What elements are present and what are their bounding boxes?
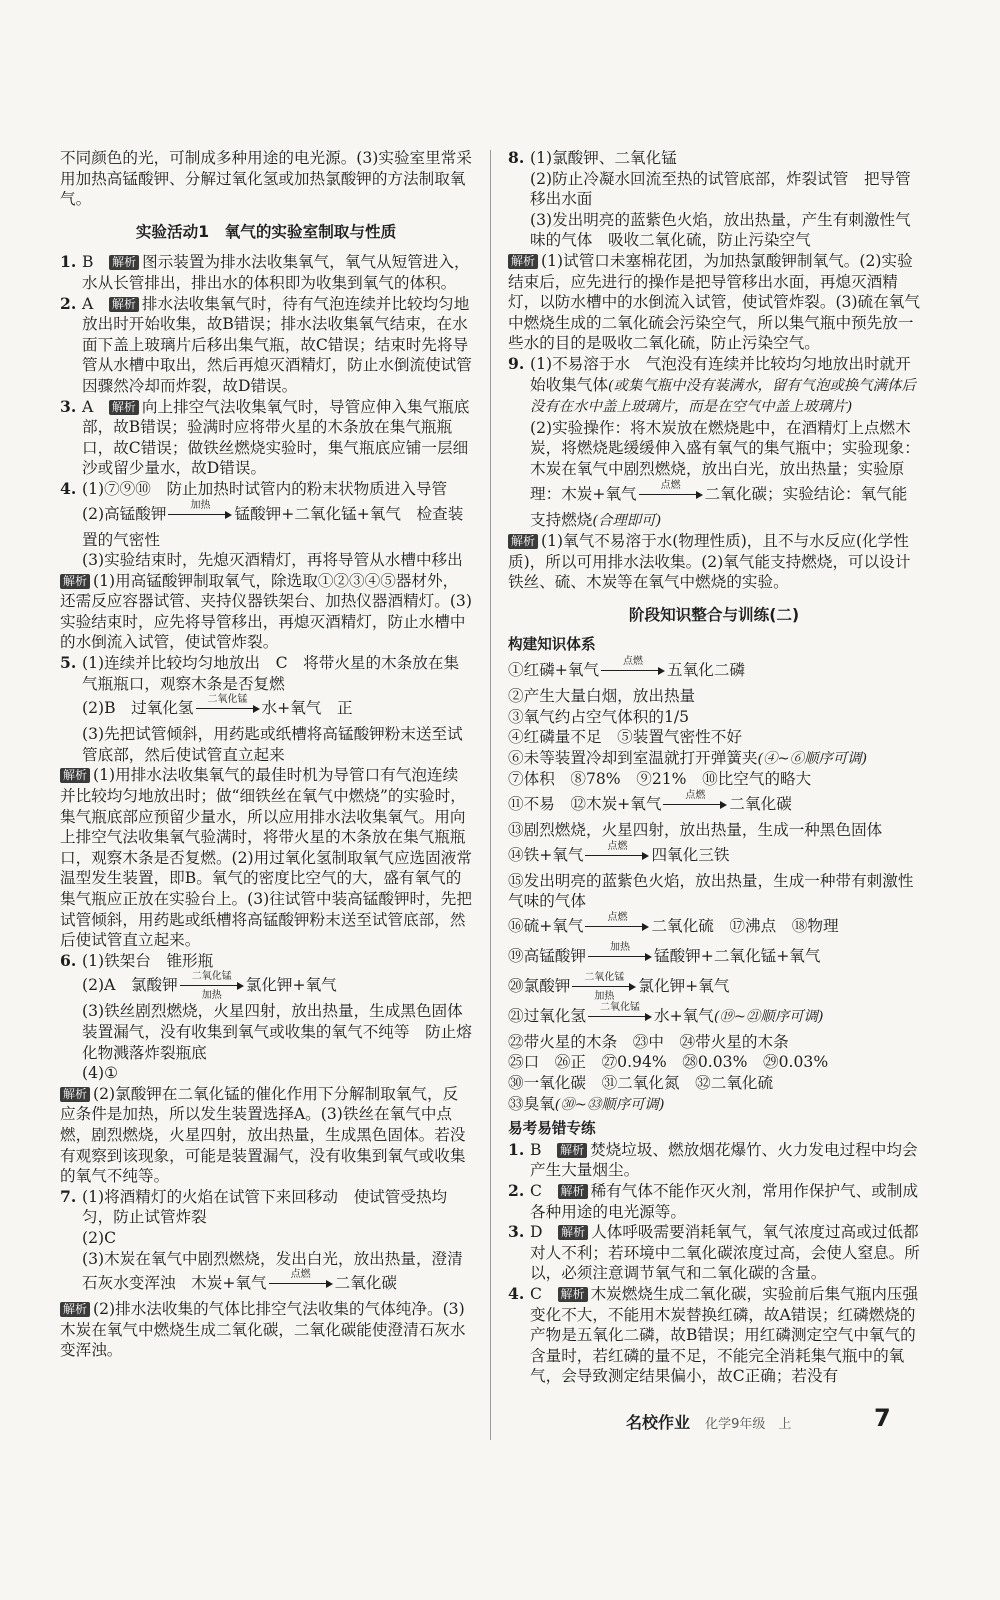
analysis-text: (1)试管口未塞棉花团，为加热氯酸钾制氧气。(2)实验结束后，应先进行的操作是把导管移出水面，再熄灭酒精灯，以防水槽中的水倒流入试管，使试管炸裂。(3)硫在氧气中燃烧生成的二氧化硫会污染空气，所以集气瓶中预先放一些水的目的是吸收二氧化硫，防止污染空气。 bbox=[508, 251, 920, 353]
handwritten-note: (合理即可) bbox=[592, 512, 662, 529]
knowledge-line: ⑳氯酸钾 二氧化锰 加热 氯化钾+氧气 bbox=[508, 971, 730, 1002]
knowledge-line: ㉚一氧化碳 ㉛二氧化氮 ㉜二氧化硫 bbox=[508, 1074, 774, 1092]
reaction-arrow: 加热 bbox=[168, 500, 232, 530]
reaction-arrow: 点燃 bbox=[585, 912, 649, 942]
reaction-arrow: 二氧化锰 bbox=[196, 694, 260, 724]
reaction-arrow: 点燃 bbox=[639, 480, 703, 510]
reaction-arrow: 点燃 bbox=[585, 841, 649, 871]
handwritten-note: (或集气瓶中没有装满水，留有气泡或换气满体后没有在水中盖上玻璃片，而是在空气中盖上玻璃片) bbox=[530, 377, 916, 416]
analysis-tag: 解析 bbox=[109, 400, 139, 415]
section-title-review: 阶段知识整合与训练(二) bbox=[628, 605, 800, 624]
knowledge-line: ⑭铁+氧气 点燃 四氧化三铁 bbox=[508, 841, 920, 871]
knowledge-line: ⑪不易 ⑫木炭+氧气 点燃 二氧化碳 bbox=[508, 790, 920, 820]
analysis-text: (1)氧气不易溶于水(物理性质)，且不与水反应(化学性质)，所以可用排水法收集。(2)氧气能支持燃烧，可以设计铁丝、硫、木炭等在氧气中燃烧的实验。 bbox=[508, 532, 911, 592]
knowledge-line: ②产生大量白烟，放出热量 bbox=[508, 687, 696, 706]
page-footer bbox=[626, 1404, 926, 1433]
reaction-arrow: 点燃 bbox=[663, 790, 727, 820]
analysis-tag: 解析 bbox=[558, 1225, 588, 1240]
knowledge-line: ㉒带火星的木条 ㉓中 ㉔带火星的木条 bbox=[508, 1032, 789, 1051]
analysis-tag: 解析 bbox=[60, 768, 90, 783]
analysis-tag: 解析 bbox=[558, 1184, 588, 1199]
reaction-arrow: 点燃 bbox=[269, 1269, 333, 1299]
knowledge-line: ⑯硫+氧气 点燃 二氧化硫 ⑰沸点 ⑱物理 bbox=[508, 912, 920, 942]
knowledge-line: ⑮发出明亮的蓝紫色火焰，放出热量，生成一种带有刺激性气味的气体 bbox=[508, 871, 914, 911]
question-3: 3. A 解析 向上排空气法收集氧气时，导管应伸入集气瓶底部，故B错误；验满时应将带火星的木条放在集气瓶瓶口，故C错误；做铁丝燃烧实验时，集气瓶底应铺一层细沙或留少量水，故D错误。 bbox=[60, 396, 470, 478]
exercise-2: 2. C 解析 稀有气体不能作灭火剂，常用作保护气、或制成各种用途的电光源等。 bbox=[508, 1180, 919, 1221]
analysis-tag: 解析 bbox=[109, 255, 139, 270]
exercise-3: 3. D 解析 人体呼吸需要消耗氧气，氧气浓度过高或过低都对人不利；若环境中二氧化碳浓度过高，会使人窒息。所以，必须注意调节氧气和二氧化碳的含量。 bbox=[508, 1222, 920, 1283]
question-7: 7. (1)将酒精灯的火焰在试管下来回移动 使试管受热均匀，防止试管炸裂 (2)C (3)木炭在氧气中剧烈燃烧，发出白光，放出热量，澄清石灰水变浑浊 木炭+氧气 点燃 二氧化碳 bbox=[60, 1187, 472, 1299]
footer-subject: 化学9年级 上 bbox=[705, 1417, 792, 1432]
analysis-tag: 解析 bbox=[558, 1287, 588, 1302]
subheading-mistakes: 易考易错专练 bbox=[508, 1120, 596, 1138]
handwritten-note: (⑲~㉑顺序可调) bbox=[713, 1008, 824, 1025]
knowledge-line: ④红磷量不足 ⑤装置气密性不好 bbox=[508, 728, 742, 747]
reaction-arrow: 二氧化锰 加热 bbox=[572, 972, 636, 1002]
knowledge-line: ⑲高锰酸钾 加热 锰酸钾+二氧化锰+氧气 bbox=[508, 942, 920, 972]
question-4: 4. (1)⑦⑨⑩ 防止加热时试管内的粉末状物质进入导管 (2)高锰酸钾 加热 锰酸钾+二氧化锰+氧气 检查装置的气密性 (3)实验结束时，先熄灭酒精灯，再将导管从水槽中移出 bbox=[60, 478, 464, 570]
left-column bbox=[60, 148, 479, 1361]
analysis-tag: 解析 bbox=[508, 254, 538, 269]
knowledge-line: ①红磷+氧气 点燃 五氧化二磷 bbox=[508, 656, 920, 686]
question-9: 9. (1)不易溶于水 气泡没有连续并比较均匀地放出时就开始收集气体(或集气瓶中没有装满水，留有气泡或换气满体后没有在水中盖上玻璃片，而是在空气中盖上玻璃片) (2)实验操作：将木炭放在燃烧匙中，在酒精灯上点燃木炭，将燃烧匙缓缓伸入盛有氧气的集气瓶中；实验现象：木炭在氧气中剧烈燃烧，放出白光，放出热量；实验原理：木炭+氧气 点燃 二氧化碳；实验结论：氧气能支持燃烧(合理即可) bbox=[508, 353, 920, 529]
question-5: 5. (1)连续并比较均匀地放出 C 将带火星的木条放在集气瓶瓶口，观察木条是否复燃 (2)B 过氧化氢 二氧化锰 水+氧气 正 (3)先把试管倾斜，用药匙或纸槽将高锰酸钾粉末送至试管底部，然后使试管直立起来 bbox=[60, 653, 463, 764]
handwritten-note: (㉚~㉝顺序可调) bbox=[554, 1096, 665, 1113]
analysis-text: (2)排水法收集的气体比排空气法收集的气体纯净。(3)木炭在氧气中燃烧生成二氧化碳，二氧化碳能使澄清石灰水变浑浊。 bbox=[60, 1300, 466, 1360]
analysis-tag: 解析 bbox=[60, 1087, 90, 1102]
page-number: 7 bbox=[874, 1404, 891, 1432]
reaction-arrow: 二氧化锰 加热 bbox=[180, 971, 244, 1001]
knowledge-line: ㉝臭氧(㉚~㉝顺序可调) bbox=[508, 1094, 665, 1113]
analysis-text: (2)氯酸钾在二氧化锰的催化作用下分解制取氧气，反应条件是加热，所以发生装置选择A。(3)铁丝在氧气中点燃，剧烈燃烧，火星四射，放出热量，生成黑色固体。若没有观察到该现象，可能是装置漏气，没有收集到氧气或收集的氧气不纯等。 bbox=[60, 1084, 466, 1186]
handwritten-note: (④~⑥顺序可调) bbox=[757, 750, 868, 767]
knowledge-line: ⑦体积 ⑧78% ⑨21% ⑩比空气的略大 bbox=[508, 770, 812, 789]
reaction-arrow: 二氧化锰 bbox=[588, 1002, 652, 1032]
knowledge-line: ⑬剧烈燃烧，火星四射，放出热量，生成一种黑色固体 bbox=[508, 821, 883, 840]
right-column bbox=[508, 148, 920, 1387]
question-2: 2. A 解析 排水法收集氧气时，待有气泡连续并比较均匀地放出时开始收集，故B错误；排水法收集氧气结束，在水面下盖上玻璃片后移出集气瓶，故C错误；结束时先将导管从水槽中取出，然后再熄灭酒精灯，防止水倒流使试管因骤然冷却而炸裂，故D错误。 bbox=[60, 293, 472, 395]
question-6: 6. (1)铁架台 锥形瓶 (2)A 氯酸钾 二氧化锰 加热 氯化钾+氧气 (3)铁丝剧烈燃烧，火星四射，放出热量，生成黑色固体 装置漏气，没有收集到氧气或收集的氧气不纯等 防止熔化物溅落炸裂瓶底 (4)① bbox=[60, 950, 479, 1083]
analysis-tag: 解析 bbox=[109, 297, 139, 312]
exercise-1: 1. B 解析 焚烧垃圾、燃放烟花爆竹、火力发电过程中均会产生大量烟尘。 bbox=[508, 1139, 918, 1180]
analysis-text: (1)用高锰酸钾制取氧气，除选取①②③④⑤器材外，还需反应容器试管、夹持仪器铁架台、加热仪器酒精灯。(3)实验结束时，应先将导管移出，再熄灭酒精灯，防止水槽中的水倒流入试管，使试管炸裂。 bbox=[60, 571, 472, 652]
reaction-arrow: 点燃 bbox=[601, 656, 665, 686]
knowledge-line: ㉑过氧化氢 二氧化锰 水+氧气(⑲~㉑顺序可调) bbox=[508, 1002, 920, 1032]
column-divider bbox=[490, 150, 491, 1440]
analysis-tag: 解析 bbox=[60, 574, 90, 589]
analysis-tag: 解析 bbox=[557, 1143, 587, 1158]
footer-brand: 名校作业 bbox=[626, 1413, 691, 1432]
analysis-text: (1)用排水法收集氧气的最佳时机为导管口有气泡连续并比较均匀地放出时；做“细铁丝在氧气中燃烧”的实验时，集气瓶底部应预留少量水，所以应用排水法收集氧气。用向上排空气法收集氧气验满时，将带火星的木条放在集气瓶瓶口，观察木条是否复燃。(2)用过氧化氢制取氧气应选固液常温型发生装置，即B。氧气的密度比空气的大，盛有氧气的集气瓶应正放在实验台上。(3)往试管中装高锰酸钾时，先把试管倾斜，用药匙或纸槽将高锰酸钾粉末送至试管底部，然后使试管直立起来。 bbox=[60, 766, 472, 950]
subheading-knowledge: 构建知识体系 bbox=[508, 636, 596, 654]
question-1: 1. B 解析 图示装置为排水法收集氧气，氧气从短管进入，水从长管排出，排出水的体积即为收集到氧气的体积。 bbox=[60, 252, 470, 292]
knowledge-line: ③氧气约占空气体积的1/5 bbox=[508, 707, 690, 726]
knowledge-line: ㉕口 ㉖正 ㉗0.94% ㉘0.03% ㉙0.03% bbox=[508, 1053, 829, 1072]
knowledge-line: ⑥未等装置冷却到室温就打开弹簧夹(④~⑥顺序可调) bbox=[508, 748, 868, 767]
analysis-tag: 解析 bbox=[508, 534, 538, 549]
section-title-activity: 实验活动1 氧气的实验室制取与性质 bbox=[135, 222, 397, 241]
intro-text: 不同颜色的光，可制成多种用途的电光源。(3)实验室里常采用加热高锰酸钾、分解过氧化氢或加热氯酸钾的方法制取氧气。 bbox=[60, 149, 472, 209]
analysis-tag: 解析 bbox=[60, 1302, 90, 1317]
reaction-arrow: 加热 bbox=[588, 942, 652, 972]
exercise-4: 4. C 解析 木炭燃烧生成二氧化碳，实验前后集气瓶内压强变化不大，不能用木炭替换红磷，故A错误；红磷燃烧的产物是五氧化二磷，故B错误；用红磷测定空气中氧气的含量时，若红磷的量不足，不能完全消耗集气瓶中的氧气，会导致测定结果偏小，故C正确；若没有 bbox=[508, 1283, 919, 1386]
question-8: 8. (1)氯酸钾、二氧化锰 (2)防止冷凝水回流至热的试管底部，炸裂试管 把导管移出水面 (3)发出明亮的蓝紫色火焰，放出热量，产生有刺激性气味的气体 吸收二氧化硫，防止污染空气 bbox=[508, 148, 911, 250]
